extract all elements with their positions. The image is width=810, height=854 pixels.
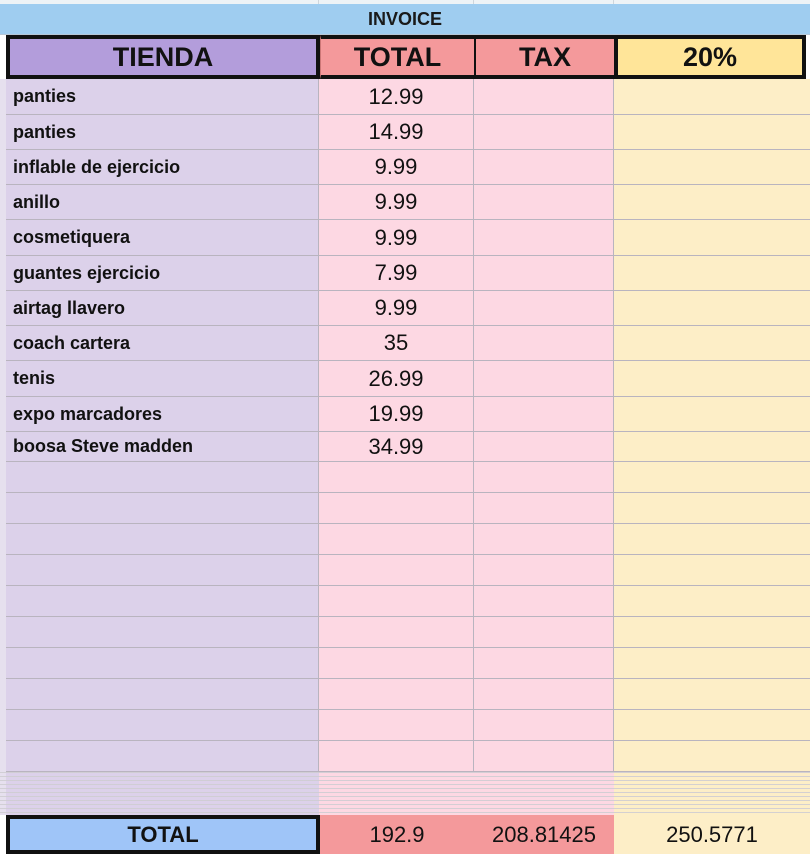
empty-name-cell[interactable] <box>6 555 319 586</box>
header-tax[interactable]: TAX <box>474 35 614 79</box>
empty-name-cell[interactable] <box>6 617 319 648</box>
item-tax-cell[interactable] <box>474 291 614 326</box>
table-row <box>0 150 810 185</box>
item-tax-cell[interactable] <box>474 115 614 150</box>
item-tax-cell[interactable] <box>474 397 614 432</box>
item-name-cell[interactable]: cosmetiquera <box>6 220 319 256</box>
empty-percent-cell[interactable] <box>614 524 810 555</box>
item-total-cell[interactable]: 35 <box>319 326 474 361</box>
item-percent-cell[interactable] <box>614 361 810 397</box>
empty-name-cell[interactable] <box>6 679 319 710</box>
empty-row <box>0 617 810 648</box>
table-row <box>0 79 810 115</box>
empty-row <box>0 586 810 617</box>
item-percent-cell[interactable] <box>614 432 810 462</box>
item-percent-cell[interactable] <box>614 150 810 185</box>
item-tax-cell[interactable] <box>474 326 614 361</box>
empty-name-cell[interactable] <box>6 710 319 741</box>
empty-percent-cell[interactable] <box>614 462 810 493</box>
item-name-cell[interactable]: expo marcadores <box>6 397 319 432</box>
totals-label[interactable]: TOTAL <box>6 815 320 854</box>
item-total-cell[interactable]: 9.99 <box>319 291 474 326</box>
table-row <box>0 361 810 397</box>
empty-total-cell[interactable] <box>319 555 474 586</box>
item-total-cell[interactable]: 14.99 <box>319 115 474 150</box>
item-name-cell[interactable]: panties <box>6 79 319 115</box>
empty-total-cell[interactable] <box>319 679 474 710</box>
item-name-cell[interactable]: tenis <box>6 361 319 397</box>
empty-total-cell[interactable] <box>319 648 474 679</box>
empty-percent-cell[interactable] <box>614 617 810 648</box>
header-total[interactable]: TOTAL <box>320 35 474 79</box>
item-total-cell[interactable]: 9.99 <box>319 220 474 256</box>
empty-percent-cell[interactable] <box>614 741 810 772</box>
empty-tax-cell[interactable] <box>474 648 614 679</box>
item-percent-cell[interactable] <box>614 185 810 220</box>
empty-total-cell[interactable] <box>319 586 474 617</box>
table-row <box>0 291 810 326</box>
item-tax-cell[interactable] <box>474 220 614 256</box>
totals-percent-cell[interactable]: 250.5771 <box>614 815 810 854</box>
empty-name-cell[interactable] <box>6 586 319 617</box>
empty-tax-cell[interactable] <box>474 617 614 648</box>
item-total-cell[interactable]: 12.99 <box>319 79 474 115</box>
header-row <box>0 35 810 79</box>
empty-percent-cell[interactable] <box>614 679 810 710</box>
totals-tax-cell[interactable]: 208.81425 <box>474 815 614 854</box>
item-percent-cell[interactable] <box>614 79 810 115</box>
empty-tax-cell[interactable] <box>474 586 614 617</box>
empty-total-cell[interactable] <box>319 617 474 648</box>
empty-tax-cell[interactable] <box>474 524 614 555</box>
item-name-cell[interactable]: panties <box>6 115 319 150</box>
item-tax-cell[interactable] <box>474 432 614 462</box>
empty-name-cell[interactable] <box>6 648 319 679</box>
table-row <box>0 256 810 291</box>
item-percent-cell[interactable] <box>614 397 810 432</box>
empty-row <box>0 710 810 741</box>
empty-name-cell[interactable] <box>6 493 319 524</box>
item-total-cell[interactable]: 7.99 <box>319 256 474 291</box>
table-row <box>0 220 810 256</box>
item-name-cell[interactable]: guantes ejercicio <box>6 256 319 291</box>
item-name-cell[interactable]: airtag llavero <box>6 291 319 326</box>
empty-row <box>0 741 810 772</box>
empty-percent-cell[interactable] <box>614 586 810 617</box>
empty-row <box>0 555 810 586</box>
empty-name-cell[interactable] <box>6 462 319 493</box>
item-name-cell[interactable]: inflable de ejercicio <box>6 150 319 185</box>
totals-row <box>0 815 810 854</box>
empty-row <box>0 493 810 524</box>
empty-tax-cell[interactable] <box>474 462 614 493</box>
table-row <box>0 185 810 220</box>
item-percent-cell[interactable] <box>614 220 810 256</box>
empty-row <box>0 462 810 493</box>
item-total-cell[interactable]: 19.99 <box>319 397 474 432</box>
empty-total-cell[interactable] <box>319 462 474 493</box>
empty-tax-cell[interactable] <box>474 555 614 586</box>
item-tax-cell[interactable] <box>474 361 614 397</box>
totals-total-cell[interactable]: 192.9 <box>320 815 474 854</box>
item-tax-cell[interactable] <box>474 256 614 291</box>
item-percent-cell[interactable] <box>614 326 810 361</box>
item-name-cell[interactable]: boosa Steve madden <box>6 432 319 462</box>
empty-row <box>0 679 810 710</box>
empty-percent-cell[interactable] <box>614 648 810 679</box>
empty-name-cell[interactable] <box>6 524 319 555</box>
item-total-cell[interactable]: 9.99 <box>319 150 474 185</box>
item-tax-cell[interactable] <box>474 150 614 185</box>
empty-percent-cell[interactable] <box>614 493 810 524</box>
item-percent-cell[interactable] <box>614 291 810 326</box>
item-tax-cell[interactable] <box>474 79 614 115</box>
empty-total-cell[interactable] <box>319 524 474 555</box>
item-percent-cell[interactable] <box>614 256 810 291</box>
empty-percent-cell[interactable] <box>614 710 810 741</box>
frozen-row-divider <box>0 772 810 815</box>
empty-row <box>0 648 810 679</box>
empty-tax-cell[interactable] <box>474 710 614 741</box>
empty-tax-cell[interactable] <box>474 493 614 524</box>
empty-total-cell[interactable] <box>319 493 474 524</box>
empty-total-cell[interactable] <box>319 741 474 772</box>
empty-name-cell[interactable] <box>6 741 319 772</box>
empty-percent-cell[interactable] <box>614 555 810 586</box>
empty-tax-cell[interactable] <box>474 741 614 772</box>
item-name-cell[interactable]: anillo <box>6 185 319 220</box>
table-row <box>0 326 810 361</box>
header-tienda[interactable]: TIENDA <box>6 35 320 79</box>
empty-tax-cell[interactable] <box>474 679 614 710</box>
empty-row <box>0 524 810 555</box>
item-tax-cell[interactable] <box>474 185 614 220</box>
item-percent-cell[interactable] <box>614 115 810 150</box>
table-row <box>0 432 810 462</box>
item-total-cell[interactable]: 26.99 <box>319 361 474 397</box>
item-total-cell[interactable]: 34.99 <box>319 432 474 462</box>
empty-total-cell[interactable] <box>319 710 474 741</box>
header-percent[interactable]: 20% <box>614 35 806 79</box>
item-total-cell[interactable]: 9.99 <box>319 185 474 220</box>
item-name-cell[interactable]: coach cartera <box>6 326 319 361</box>
invoice-title[interactable]: INVOICE <box>0 4 810 35</box>
table-row <box>0 115 810 150</box>
table-row <box>0 397 810 432</box>
